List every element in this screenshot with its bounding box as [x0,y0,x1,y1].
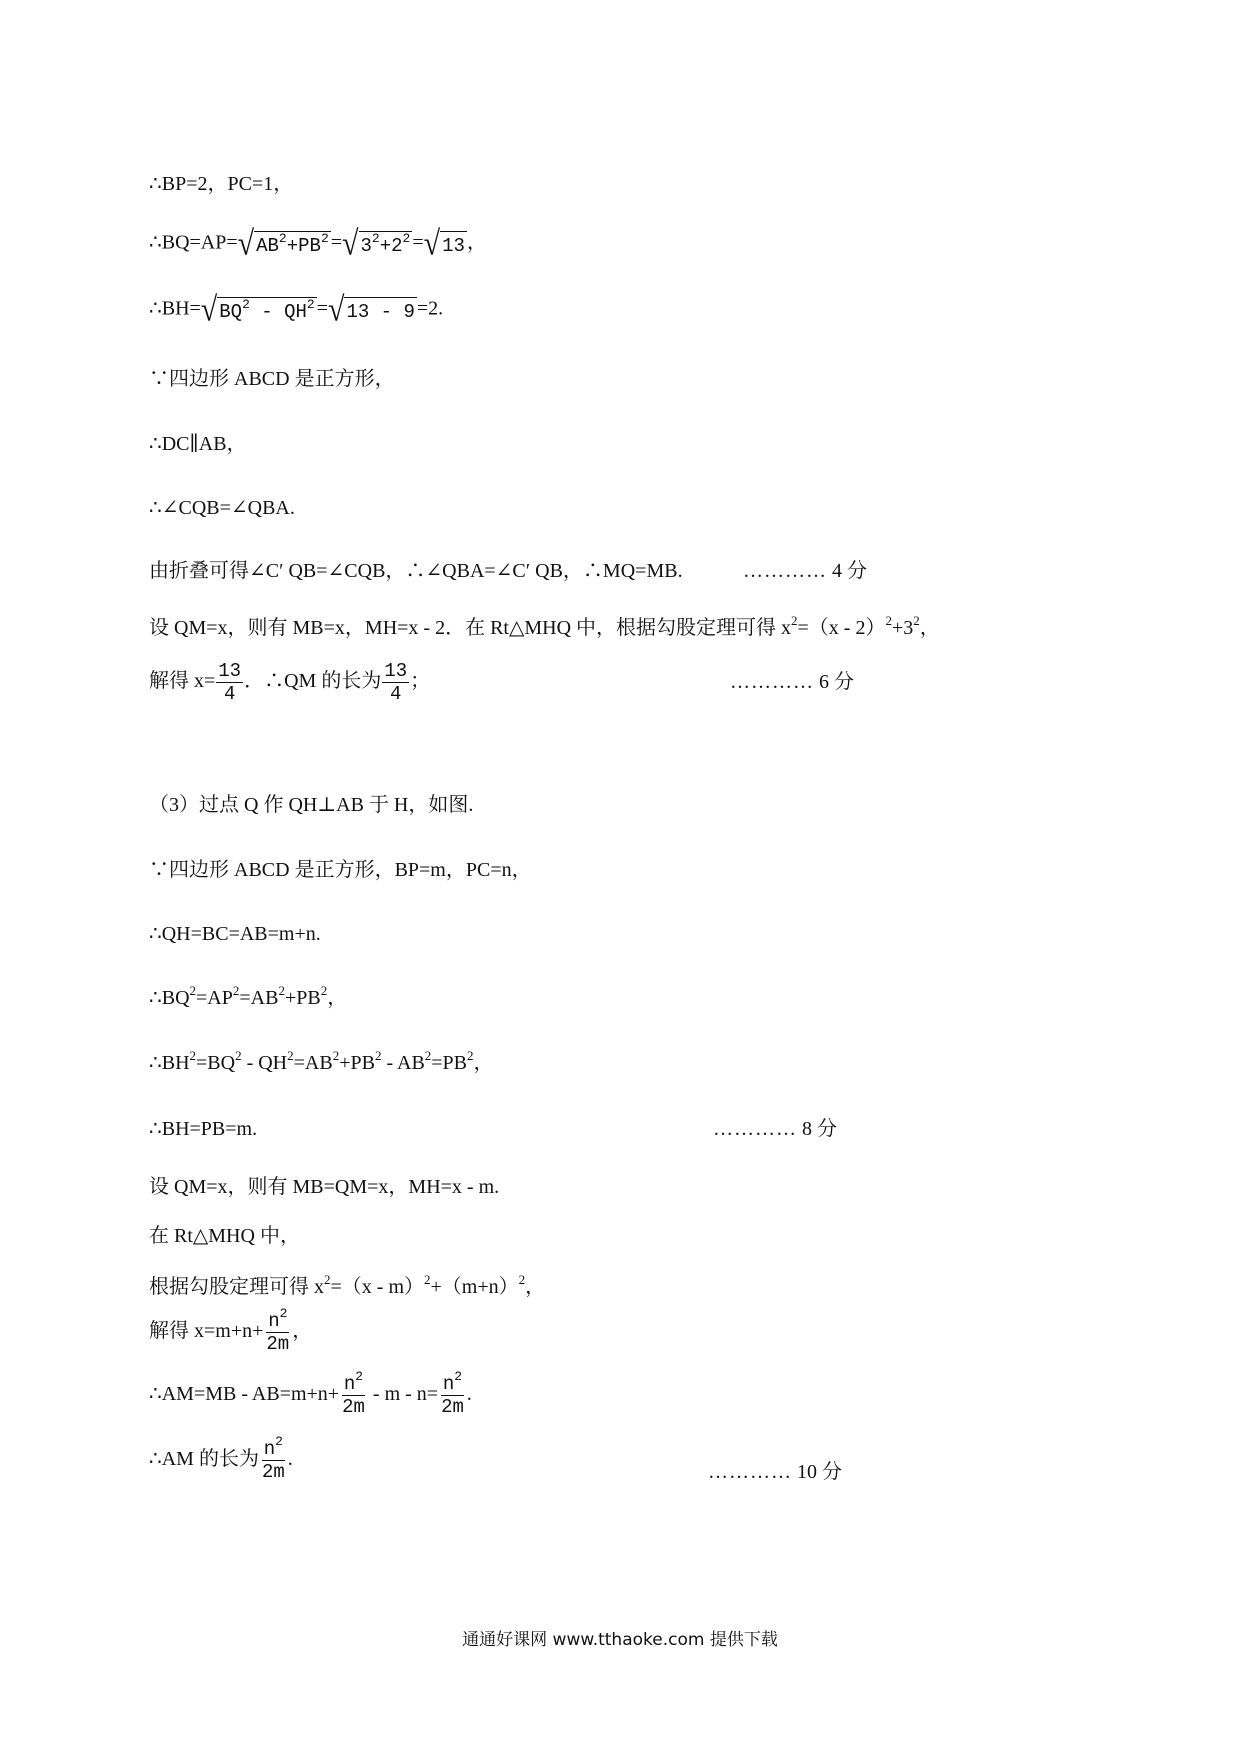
text: ∴BH [149,1052,190,1074]
sup: 2 [306,296,315,312]
text: 13 [440,231,467,258]
sup: 2 [287,1048,294,1063]
frac-n2-2m [264,1306,291,1355]
text: ∴AM 的长为 [149,1448,259,1471]
text: BQ [219,300,243,323]
sqrt-13-9: √ 13 - 9 [328,290,415,329]
sup: 2 [320,230,329,246]
line-bp-pc: ∴BP=2，PC=1， [149,173,294,195]
text: =AB [239,987,279,1009]
sqrt-ab-pb: √ $AB^2+PB^2$ [237,224,329,263]
denominator: 2m [342,1396,365,1418]
sup: 2 [374,1048,382,1063]
sup: 2 [320,983,328,998]
text: = [330,231,343,254]
text: 3 [360,234,372,257]
score-8 [713,1117,837,1141]
text: =BQ [196,1052,236,1074]
text: +（m+n） [430,1276,519,1298]
denominator: 4 [390,683,402,705]
sup: 2 [189,1048,197,1063]
sup: 2 [324,1272,331,1287]
text: ∴BH= [149,297,201,320]
text: +2 [379,234,403,257]
text: - AB [381,1052,425,1074]
score-10 [708,1460,842,1484]
sup: 2 [402,230,411,246]
text: =AB [293,1052,333,1074]
footer: 通通好课网 www.tthaoke.com 提供下载 [462,1630,778,1650]
score-6 [730,670,854,694]
dots: ………… [730,671,814,693]
text: =AP [196,987,233,1009]
text: . [287,1448,293,1471]
sup: 2 [885,613,892,628]
score-text: 4 分 [832,560,867,582]
sup: 2 [424,1272,431,1287]
text: =2. [416,297,444,320]
line-bq-ap [149,224,487,263]
text: - m - n= [367,1383,439,1406]
line-qh: ∴QH=BC=AB=m+n. [149,923,321,945]
line-square-mn: ∵四边形 ABCD 是正方形，BP=m，PC=n， [149,859,532,881]
frac-n2-2m [439,1369,466,1418]
sup: 2 [518,1272,526,1287]
numerator: n [442,1373,455,1395]
numerator: 13 [218,660,242,682]
text: ∴BQ=AP= [149,231,238,254]
text: = [412,231,424,254]
text: ∴BQ [149,987,190,1009]
text: +3 [891,617,914,639]
score-4 [743,559,867,583]
line-bh-pb: ∴BH=PB=m. [149,1118,258,1140]
line-angle: ∴∠CQB=∠QBA. [149,497,295,519]
text: . [466,1383,472,1406]
sup: 2 [232,983,240,998]
frac-n2-2m [340,1369,367,1418]
sup: 2 [355,1369,364,1384]
text: - QH [249,300,307,323]
text: +PB [286,234,321,257]
text: AB [256,234,279,257]
sup: 2 [278,983,285,998]
denominator: 2m [266,1333,290,1355]
denominator: 2m [441,1396,464,1418]
text: 13 - 9 [344,297,416,324]
text: 设 QM=x，则有 MB=x，MH=x - 2．在 Rt△MHQ 中，根据勾股定理可得 x [149,617,792,639]
text: 解得 x= [149,670,216,693]
line-bq2 [149,983,348,1010]
dots: ………… [713,1118,797,1140]
sup: 2 [791,613,798,628]
line-fold: 由折叠可得∠C′ QB=∠CQB，∴∠QBA=∠C′ QB，∴MQ=MB. [149,560,683,582]
line-dc-ab: ∴DC∥AB， [149,433,247,455]
text: ．∴QM 的长为 [244,670,382,693]
line-bh2 [149,1048,494,1075]
dots: ………… [708,1461,792,1483]
text: =（x - 2） [797,617,886,639]
sup: 2 [275,1434,283,1449]
text: ， [525,1276,546,1298]
sqrt-bq-qh: √ $BQ^2 - QH^2$ [200,290,315,329]
sup: 2 [189,983,197,998]
denominator: 2m [261,1461,285,1483]
numerator: n [343,1373,356,1395]
sup: 2 [467,1048,474,1063]
frac-n2-2m [260,1434,287,1483]
text: 解得 x=m+n+ [149,1320,264,1343]
text: ， [466,231,487,254]
score-text: 10 分 [797,1461,842,1483]
score-text: 6 分 [819,671,854,693]
text: - QH [241,1052,288,1074]
sup: 2 [278,230,287,246]
line-am [149,1369,472,1418]
text: ， [292,1320,313,1343]
frac-13-4 [216,660,243,705]
frac-13-4 [382,660,409,705]
line-solve-x [149,1306,313,1355]
line-am-length [149,1434,293,1483]
sup: 2 [371,230,380,246]
sup: 2 [332,1048,340,1063]
sqrt-13: √ 13 [423,224,465,263]
sup: 2 [242,296,250,312]
sup: 2 [454,1369,463,1384]
numerator: n [268,1310,280,1332]
text: +PB [339,1052,375,1074]
sqrt-3-2: √ $3^2+2^2$ [342,224,411,263]
numerator: 13 [384,660,408,682]
text: ， [473,1052,494,1074]
text: ， [327,987,348,1009]
numerator: n [263,1438,276,1460]
line-bh [149,290,444,329]
line-solve-qm [149,660,430,705]
sup: 2 [913,613,920,628]
text: = [316,297,328,320]
sup: 2 [235,1048,242,1063]
text: =PB [431,1052,468,1074]
line-set-qm: 设 QM=x，则有 MB=QM=x，MH=x - m. [149,1176,500,1198]
text: =（x - m） [330,1276,424,1298]
line-rt-mhq: 在 Rt△MHQ 中， [149,1225,300,1247]
text: +PB [284,987,321,1009]
text: 根据勾股定理可得 x [149,1276,324,1298]
text: ， [919,617,940,639]
dots: ………… [743,560,827,582]
sup: 2 [424,1048,432,1063]
denominator: 4 [223,683,236,705]
sup: 2 [279,1306,288,1321]
line-part3: （3）过点 Q 作 QH⊥AB 于 H，如图. [149,794,474,816]
line-pythagoras-m [149,1272,546,1299]
line-pythagoras [149,613,940,640]
text: ∴AM=MB - AB=m+n+ [149,1383,340,1406]
score-text: 8 分 [802,1118,837,1140]
line-square: ∵四边形 ABCD 是正方形， [149,368,395,390]
text: ； [410,670,431,693]
